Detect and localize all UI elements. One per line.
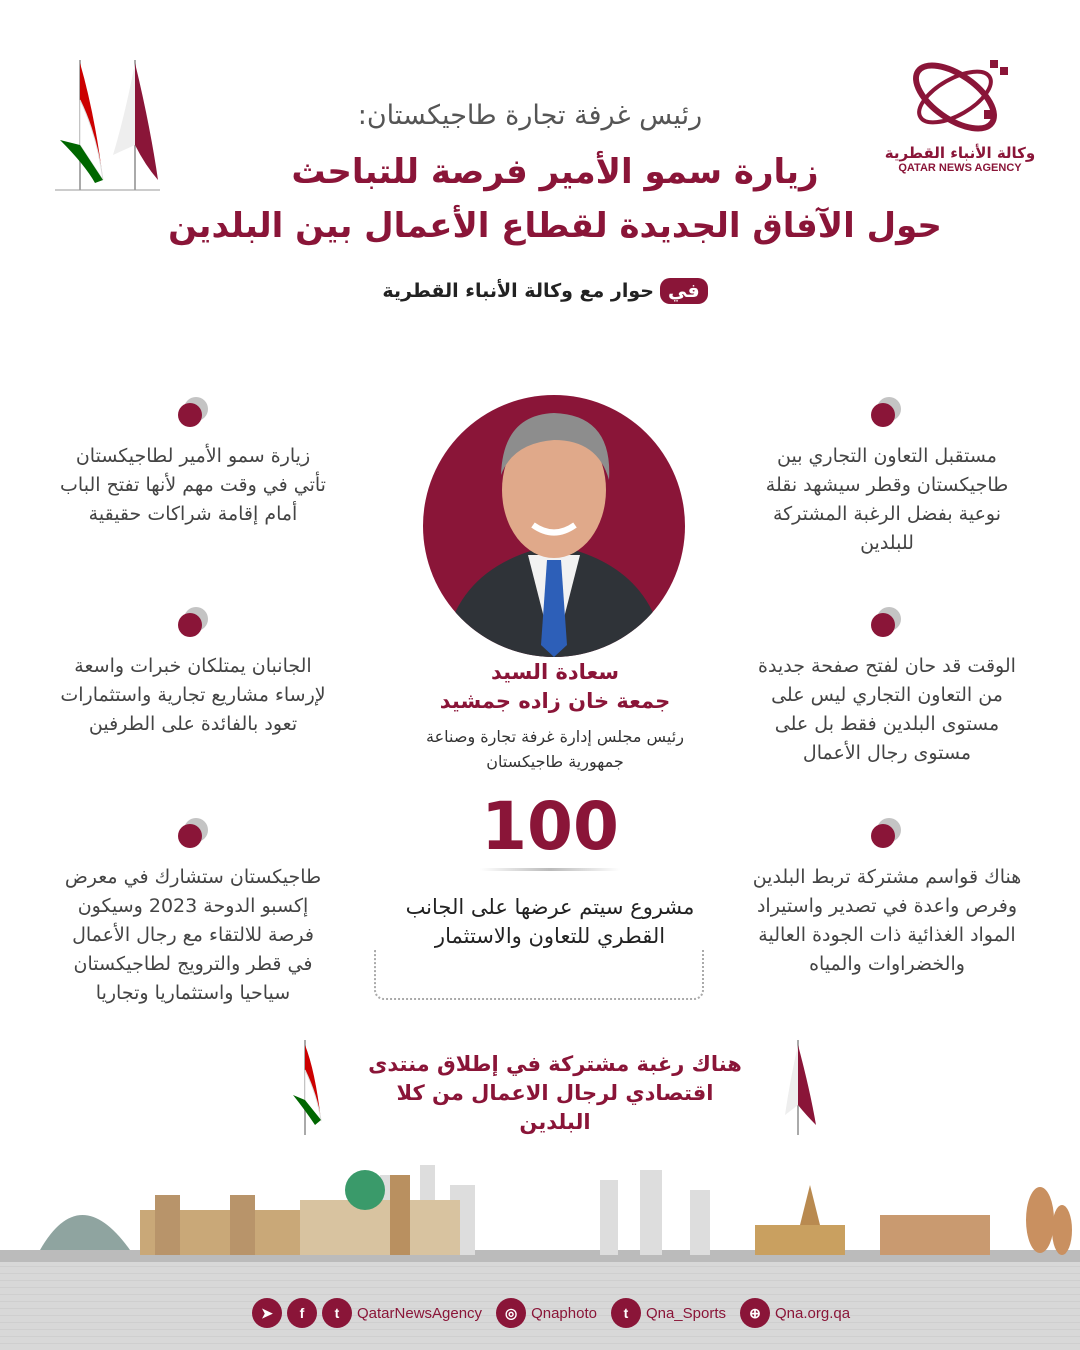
facebook-icon[interactable]: f	[287, 1298, 317, 1328]
person-role: رئيس مجلس إدارة غرفة تجارة وصناعة جمهورية طاجيكستان	[426, 727, 684, 771]
flags-top-icon	[55, 55, 160, 195]
twitter-icon[interactable]: t	[322, 1298, 352, 1328]
telegram-icon[interactable]: ➤	[252, 1298, 282, 1328]
social-instagram[interactable]	[496, 1298, 597, 1328]
bullet-dot-icon	[871, 397, 901, 427]
social-website[interactable]	[740, 1298, 850, 1328]
bullet-dot-icon	[178, 397, 208, 427]
title-line-1: زيارة سمو الأمير فرصة للتباحث	[291, 152, 819, 192]
bullet-dot-icon	[178, 818, 208, 848]
skyline-illustration-icon	[0, 1155, 1080, 1265]
right-point-1: مستقبل التعاون التجاري بين طاجيكستان وقطر سيشهد نقلة نوعية بفضل الرغبة المشتركة للبلدين	[765, 445, 1009, 554]
portrait-photo	[423, 395, 685, 657]
logo-english: QATAR NEWS AGENCY	[898, 162, 1022, 174]
right-point-3: هناك قواسم مشتركة تربط البلدين وفرص واعدة في تصدير واستيراد المواد الغذائية ذات الجودة العالية والخضراوات والمياه	[752, 866, 1022, 975]
qna-logo-mark-icon	[880, 55, 1040, 140]
subtitle	[380, 278, 710, 304]
qatar-flag-icon	[780, 1040, 825, 1140]
left-point-3: طاجيكستان ستشارك في معرض إكسبو الدوحة 2023 وسيكون فرصة للالتقاء مع رجال الأعمال في قطر والترويج لطاجيكستان سياحيا واستثماريا وتجاريا	[64, 866, 322, 1004]
stat-number: 100	[481, 788, 619, 865]
handle-sports[interactable]: Qna_Sports	[645, 1304, 726, 1322]
logo-arabic: وكالة الأنباء القطرية	[884, 144, 1036, 162]
instagram-icon[interactable]: ◎	[496, 1298, 526, 1328]
kicker: رئيس غرفة تجارة طاجيكستان:	[357, 100, 703, 131]
subtitle-badge: في	[660, 278, 708, 304]
social-bar	[252, 1298, 850, 1328]
bullet-dot-icon	[178, 607, 208, 637]
person-portrait-icon	[423, 395, 685, 657]
website-link[interactable]: Qna.org.qa	[775, 1304, 851, 1322]
bottom-note: هناك رغبة مشتركة في إطلاق منتدى اقتصادي لرجال الاعمال من كلا البلدين	[368, 1052, 742, 1134]
stat-frame	[374, 950, 704, 1000]
bullet-dot-icon	[871, 818, 901, 848]
twitter-icon[interactable]: t	[611, 1298, 641, 1328]
title-line-2: حول الآفاق الجديدة لقطاع الأعمال بين البلدين	[168, 206, 942, 246]
stat-text: مشروع سيتم عرضها على الجانب القطري للتعاون والاستثمار	[405, 895, 695, 948]
handle-main[interactable]: QatarNewsAgency	[357, 1304, 483, 1322]
bullet-dot-icon	[871, 607, 901, 637]
stat-divider	[480, 868, 620, 871]
social-sports[interactable]	[611, 1298, 726, 1328]
left-point-2: الجانبان يمتلكان خبرات واسعة لإرساء مشاريع تجارية واستثمارات تعود بالفائدة على الطرفين	[60, 655, 326, 735]
social-main[interactable]	[252, 1298, 482, 1328]
left-point-1: زيارة سمو الأمير لطاجيكستان تأتي في وقت مهم لأنها تفتح الباب أمام إقامة شراكات حقيقية	[60, 445, 326, 525]
globe-icon[interactable]: ⊕	[740, 1298, 770, 1328]
person-honorific: سعادة السيد	[490, 660, 620, 684]
right-point-2: الوقت قد حان لفتح صفحة جديدة من التعاون التجاري ليس على مستوى البلدين فقط بل على مستوى رجال الأعمال	[758, 655, 1016, 764]
tajikistan-flag-icon	[285, 1040, 330, 1140]
person-name: جمعة خان زاده جمشيد	[439, 689, 671, 713]
subtitle-text: حوار مع وكالة الأنباء القطرية	[382, 280, 654, 302]
handle-instagram[interactable]: Qnaphoto	[531, 1304, 597, 1322]
